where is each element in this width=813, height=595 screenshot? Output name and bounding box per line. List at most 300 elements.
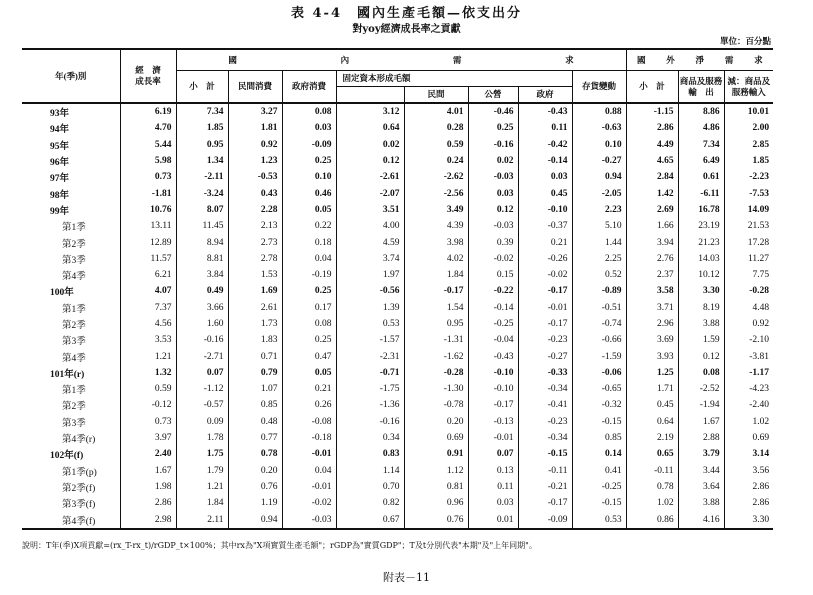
cell-value: 8.94 [176,234,228,250]
cell-value: -2.11 [176,169,228,185]
cell-value: 1.19 [228,495,282,511]
cell-value: 2.84 [626,169,678,185]
cell-value: 0.26 [282,397,336,413]
cell-value: 0.12 [468,202,518,218]
cell-value: 0.10 [572,137,626,153]
cell-value: 0.17 [282,300,336,316]
row-label: 第3季(f) [62,500,96,511]
cell-value: 0.12 [336,153,404,169]
cell-value: 1.98 [120,479,176,495]
cell-value: 2.76 [626,251,678,267]
cell-value: 0.03 [468,185,518,201]
cell-value: -0.27 [572,153,626,169]
table-row [22,316,773,332]
cell-value: 1.02 [724,414,773,430]
cell-value: 4.59 [336,234,404,250]
cell-value: -0.11 [626,463,678,479]
cell-value: 1.73 [228,316,282,332]
cell-value: -0.11 [518,463,572,479]
growth-rate-header-bottom: 成長率 [135,76,161,86]
cell-value: 3.56 [724,463,773,479]
cell-value: 0.69 [404,430,468,446]
cell-value: 2.85 [724,137,773,153]
cell-value: -0.65 [572,381,626,397]
cell-value: 0.82 [336,495,404,511]
cell-value: 3.27 [228,103,282,120]
cell-value: -3.24 [176,185,228,201]
gdp-contribution-table [22,48,773,530]
cell-value: 1.66 [626,218,678,234]
cell-value: 2.73 [228,234,282,250]
cell-value: 1.54 [404,300,468,316]
cell-value: 0.11 [468,479,518,495]
exports-header [678,71,724,104]
cell-value: -0.18 [282,430,336,446]
domestic-demand-char-1: 國 [228,54,237,65]
cell-value: -0.34 [518,381,572,397]
cell-value: -1.57 [336,332,404,348]
cell-value: -4.23 [724,381,773,397]
cell-value: 14.03 [678,251,724,267]
cell-value: -0.28 [404,365,468,381]
cell-value: -1.81 [120,185,176,201]
page-title: 表 4-4 國內生產毛額—依支出分 [290,6,522,21]
cell-value: 0.21 [518,234,572,250]
row-label: 95年 [50,141,70,152]
gfcf-public-header: 公營 [468,87,518,104]
cell-value: 3.51 [336,202,404,218]
net-foreign-demand-header [626,49,773,71]
cell-value: 2.88 [678,430,724,446]
cell-value: 3.58 [626,283,678,299]
cell-value: -0.32 [572,397,626,413]
table-row [22,120,773,136]
row-label: 102年(f) [50,451,84,462]
cell-value: -2.40 [724,397,773,413]
domestic-demand-char-4: 求 [565,54,574,65]
cell-value: 0.25 [282,332,336,348]
cell-value: 1.12 [404,463,468,479]
cell-value: 0.13 [468,463,518,479]
cell-value: 0.24 [404,153,468,169]
cell-value: 0.52 [572,267,626,283]
cell-value: 1.59 [678,332,724,348]
imports-header-bottom: 服務輸入 [731,86,766,97]
cell-value: 0.92 [724,316,773,332]
cell-value: 4.70 [120,120,176,136]
cell-value: 16.78 [678,202,724,218]
cell-value: 8.86 [678,103,724,120]
cell-value: -0.33 [518,365,572,381]
cell-value: 0.43 [228,185,282,201]
cell-value: 0.25 [282,283,336,299]
unit-label: 單位：百分點 [719,37,771,47]
imports-header-prefix: 減： [727,75,745,86]
cell-value: 1.14 [336,463,404,479]
cell-value: 6.21 [120,267,176,283]
cell-value: -0.10 [468,365,518,381]
cell-value: 0.09 [176,414,228,430]
cell-value: 2.28 [228,202,282,218]
row-label: 第2季(f) [62,483,96,494]
cell-value: 2.11 [176,511,228,528]
table-row [22,511,773,528]
cell-value: 2.40 [120,446,176,462]
table-row [22,365,773,381]
row-label: 第4季(r) [62,435,96,446]
cell-value: -0.66 [572,332,626,348]
cell-value: -0.42 [518,137,572,153]
cell-value: 0.53 [336,316,404,332]
cell-value: -0.01 [518,300,572,316]
cell-value: -0.41 [518,397,572,413]
cell-value: 3.74 [336,251,404,267]
cell-value: 0.25 [282,153,336,169]
cell-value: -0.25 [468,316,518,332]
cell-value: 0.79 [228,365,282,381]
cell-value: 0.64 [626,414,678,430]
net-foreign-char-2: 外 [666,54,675,65]
cell-value: 0.91 [404,446,468,462]
row-label: 101年(r) [50,369,85,380]
row-label: 94年 [50,125,70,136]
cell-value: 2.37 [626,267,678,283]
cell-value: 0.25 [468,120,518,136]
cell-value: 0.18 [282,234,336,250]
cell-value: 1.85 [176,120,228,136]
exports-header-bottom: 輸 出 [688,86,714,97]
row-label: 第1季 [62,223,86,234]
cell-value: -1.94 [678,397,724,413]
cell-value: 3.88 [678,495,724,511]
row-label: 第4季 [62,353,86,364]
cell-value: 0.88 [572,103,626,120]
cell-value: 1.97 [336,267,404,283]
table-row [22,300,773,316]
cell-value: -2.62 [404,169,468,185]
cell-value: 1.79 [176,463,228,479]
cell-value: 1.25 [626,365,678,381]
net-foreign-char-5: 求 [754,54,763,65]
cell-value: -0.53 [228,169,282,185]
table-row [22,251,773,267]
cell-value: -7.53 [724,185,773,201]
table-row [22,495,773,511]
cell-value: 0.76 [228,479,282,495]
cell-value: 0.45 [626,397,678,413]
cell-value: 1.34 [176,153,228,169]
table-note: 說明：T年(季)X項貢獻=(rx_T-rx_t)/rGDP_t×100%；其中rx為"X項實質生產毛額"；rGDP為"實質GDP"；T及t分別代表"本期"及"上年同期"。 [22,541,537,550]
row-label: 第2季 [62,321,86,331]
cell-value: -1.17 [724,365,773,381]
cell-value: -0.51 [572,300,626,316]
cell-value: 0.47 [282,348,336,364]
table-row [22,218,773,234]
cell-value: 5.98 [120,153,176,169]
cell-value: 2.19 [626,430,678,446]
row-label: 第4季 [62,272,86,283]
cell-value: -1.15 [626,103,678,120]
cell-value: 0.85 [572,430,626,446]
cell-value: 0.49 [176,283,228,299]
cell-value: 21.23 [678,234,724,250]
cell-value: 11.57 [120,251,176,267]
domestic-demand-char-2: 內 [340,54,350,65]
cell-value: 0.73 [120,169,176,185]
table-row [22,137,773,153]
cell-value: 0.15 [468,267,518,283]
cell-value: -1.12 [176,381,228,397]
table-row [22,446,773,462]
cell-value: 1.23 [228,153,282,169]
cell-value: 1.21 [176,479,228,495]
net-foreign-char-1: 國 [636,54,646,65]
cell-value: 4.39 [404,218,468,234]
cell-value: 7.34 [678,137,724,153]
cell-value: 4.07 [120,283,176,299]
imports-header-top: 商品及 [744,75,771,86]
cell-value: 8.81 [176,251,228,267]
row-label: 99年 [50,206,70,217]
cell-value: 17.28 [724,234,773,250]
cell-value: 1.07 [228,381,282,397]
cell-value: 1.42 [626,185,678,201]
cell-value: 2.86 [120,495,176,511]
cell-value: -0.89 [572,283,626,299]
cell-value: 6.49 [678,153,724,169]
net-foreign-char-3: 淨 [695,54,705,65]
cell-value: -0.01 [468,430,518,446]
cell-value: -1.62 [404,348,468,364]
row-label: 97年 [50,174,70,185]
cell-value: 2.86 [626,120,678,136]
cell-value: -0.71 [336,365,404,381]
subtotal-header: 小 計 [176,71,228,104]
cell-value: -0.23 [518,414,572,430]
cell-value: -0.08 [282,414,336,430]
cell-value: 1.85 [724,153,773,169]
cell-value: -0.15 [572,495,626,511]
cell-value: 4.65 [626,153,678,169]
table-row [22,103,773,120]
gov-consumption-header: 政府消費 [282,71,336,104]
cell-value: 3.84 [176,267,228,283]
cell-value: -0.10 [518,202,572,218]
cell-value: 0.71 [228,348,282,364]
cell-value: -0.12 [120,397,176,413]
cell-value: -0.15 [572,414,626,430]
cell-value: 0.48 [228,414,282,430]
row-label: 第2季 [62,402,86,413]
cell-value: 2.98 [120,511,176,528]
cell-value: 8.07 [176,202,228,218]
cell-value: 0.10 [282,169,336,185]
cell-value: 0.46 [282,185,336,201]
cell-value: 13.11 [120,218,176,234]
cell-value: 3.66 [176,300,228,316]
row-label: 96年 [50,158,70,169]
cell-value: 2.78 [228,251,282,267]
exports-header-top: 商品及服務 [679,75,723,86]
cell-value: -0.09 [518,511,572,528]
cell-value: 10.76 [120,202,176,218]
cell-value: 0.34 [336,430,404,446]
cell-value: 0.45 [518,185,572,201]
cell-value: 0.14 [572,446,626,462]
cell-value: 1.83 [228,332,282,348]
cell-value: -0.57 [176,397,228,413]
page-subtitle: 對yoy經濟成長率之貢獻 [352,24,461,35]
cell-value: -0.34 [518,430,572,446]
cell-value: 4.16 [678,511,724,528]
cell-value: 2.86 [724,479,773,495]
cell-value: 1.71 [626,381,678,397]
cell-value: 0.02 [468,153,518,169]
cell-value: -0.17 [404,283,468,299]
cell-value: 0.70 [336,479,404,495]
cell-value: -0.01 [282,479,336,495]
cell-value: 0.08 [282,316,336,332]
cell-value: 7.37 [120,300,176,316]
cell-value: 0.78 [228,446,282,462]
cell-value: 1.67 [120,463,176,479]
cell-value: -2.07 [336,185,404,201]
cell-value: -0.02 [282,495,336,511]
cell-value: -0.27 [518,348,572,364]
cell-value: -0.04 [468,332,518,348]
cell-value: 1.60 [176,316,228,332]
cell-value: 4.01 [404,103,468,120]
net-foreign-subtotal-header: 小 計 [626,71,678,104]
cell-value: 1.39 [336,300,404,316]
cell-value: 4.48 [724,300,773,316]
cell-value: 0.04 [282,463,336,479]
cell-value: -1.75 [336,381,404,397]
cell-value: 0.07 [176,365,228,381]
cell-value: 3.30 [724,511,773,528]
table-row [22,202,773,218]
cell-value: 3.64 [678,479,724,495]
cell-value: -0.43 [468,348,518,364]
cell-value: 3.97 [120,430,176,446]
cell-value: 0.92 [228,137,282,153]
cell-value: 0.59 [404,137,468,153]
cell-value: 1.02 [626,495,678,511]
cell-value: 0.53 [572,511,626,528]
cell-value: 3.69 [626,332,678,348]
cell-value: 3.30 [678,283,724,299]
table-row [22,185,773,201]
cell-value: 1.78 [176,430,228,446]
period-header: 年(季)別 [22,49,120,103]
cell-value: -0.14 [468,300,518,316]
cell-value: 6.19 [120,103,176,120]
cell-value: -2.23 [724,169,773,185]
cell-value: 0.03 [282,120,336,136]
cell-value: 14.09 [724,202,773,218]
cell-value: -6.11 [678,185,724,201]
cell-value: -0.25 [572,479,626,495]
cell-value: 0.73 [120,414,176,430]
cell-value: 2.69 [626,202,678,218]
cell-value: 2.25 [572,251,626,267]
cell-value: -0.23 [518,332,572,348]
table-row [22,332,773,348]
cell-value: -2.52 [678,381,724,397]
cell-value: -0.16 [336,414,404,430]
cell-value: 0.64 [336,120,404,136]
cell-value: 0.12 [678,348,724,364]
cell-value: 0.02 [336,137,404,153]
cell-value: 1.84 [176,495,228,511]
cell-value: -0.78 [404,397,468,413]
cell-value: -0.06 [572,365,626,381]
cell-value: 0.94 [228,511,282,528]
cell-value: 3.14 [724,446,773,462]
table-row [22,479,773,495]
cell-value: 0.85 [228,397,282,413]
cell-value: -1.31 [404,332,468,348]
cell-value: 21.53 [724,218,773,234]
cell-value: -2.56 [404,185,468,201]
cell-value: 7.34 [176,103,228,120]
cell-value: 0.86 [626,511,678,528]
table-row [22,397,773,413]
cell-value: -0.13 [468,414,518,430]
cell-value: 4.56 [120,316,176,332]
cell-value: -0.17 [468,397,518,413]
table-row [22,153,773,169]
cell-value: 0.39 [468,234,518,250]
table-row [22,381,773,397]
gfcf-private-header: 民間 [404,87,468,104]
cell-value: 5.10 [572,218,626,234]
cell-value: 23.19 [678,218,724,234]
gfcf-total-header [336,87,404,104]
row-label: 第1季(p) [62,467,97,478]
cell-value: -0.21 [518,479,572,495]
cell-value: -0.56 [336,283,404,299]
cell-value: -0.10 [468,381,518,397]
cell-value: 5.44 [120,137,176,153]
cell-value: 2.00 [724,120,773,136]
private-consumption-header: 民間消費 [228,71,282,104]
cell-value: -2.71 [176,348,228,364]
table-row [22,234,773,250]
cell-value: 3.88 [678,316,724,332]
cell-value: 0.03 [468,495,518,511]
cell-value: 0.67 [336,511,404,528]
row-label: 98年 [50,190,70,201]
cell-value: 8.19 [678,300,724,316]
cell-value: -0.28 [724,283,773,299]
cell-value: 4.00 [336,218,404,234]
cell-value: -0.46 [468,103,518,120]
row-label: 第4季(f) [22,511,120,528]
cell-value: 1.21 [120,348,176,364]
cell-value: -0.16 [176,332,228,348]
cell-value: -0.74 [572,316,626,332]
cell-value: -0.02 [518,267,572,283]
cell-value: 11.27 [724,251,773,267]
cell-value: 2.86 [724,495,773,511]
cell-value: -1.36 [336,397,404,413]
cell-value: 0.69 [724,430,773,446]
cell-value: 0.05 [282,365,336,381]
cell-value: -0.01 [282,446,336,462]
cell-value: 0.61 [678,169,724,185]
cell-value: 10.01 [724,103,773,120]
